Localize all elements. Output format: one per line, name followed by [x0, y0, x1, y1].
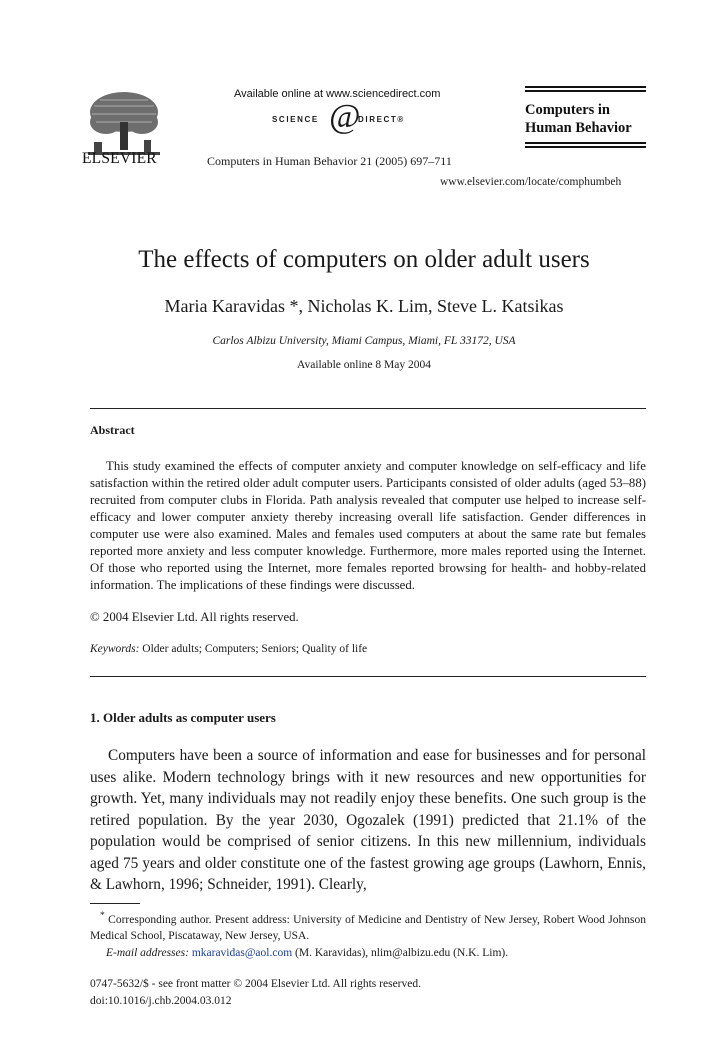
publisher-name: ELSEVIER	[82, 150, 157, 167]
availability-date: Available online 8 May 2004	[297, 359, 431, 371]
divider	[90, 408, 646, 409]
author-list: Maria Karavidas *, Nicholas K. Lim, Steve L. Katsikas	[164, 296, 564, 316]
email-addresses	[90, 945, 646, 962]
sciencedirect-left-text: SCIENCE	[272, 115, 319, 124]
abstract-text: This study examined the effects of computer anxiety and computer knowledge on self-efficacy and life satisfaction within the retired older adult computer users. Participants consisted of older adults (aged 53–88) recruited from computer clubs in Florida. Path analysis revealed that computer use helped to increase self-efficacy and lower computer anxiety thereby increasing overall life satisfaction. Gender differences in computer use were also examined. Males and females used computers at about the same rate but females reported more anxiety and less computer knowledge. Furthermore, more males reported using the Internet. Of those who reported using the Internet, more females reported browsing for health- and hobby-related information. The implications of these findings were discussed.	[90, 459, 646, 592]
email-link[interactable]: mkaravidas@aol.com	[191, 946, 293, 959]
front-matter-info	[90, 976, 421, 1009]
doi-line: doi:10.1016/j.chb.2004.03.012	[90, 994, 232, 1007]
section-text: Computers have been a source of information and ease for businesses and for personal uses alike. Modern technology brings with it new resources and new opportunities for growth. Yet, many individuals may not readily enjoy these benefits. One such group is the retired population. By the year 2030, Ogozalek (1991) predicted that 21.1% of the population would be comprised of senior citizens. In this new millennium, individuals aged 75 years and older constitute one of the fastest growing age groups (Lawhorn, Ennis, & Lawhorn, 1996; Schneider, 1991). Clearly,	[90, 747, 646, 893]
keywords-label: Keywords:	[90, 643, 140, 655]
at-sign-logo-icon: @	[329, 98, 361, 135]
email-owner: (M. Karavidas),	[295, 946, 369, 959]
abstract-heading: Abstract	[90, 423, 135, 437]
journal-title-box	[525, 86, 646, 150]
email-owner: (N.K. Lim).	[453, 946, 509, 959]
article-title: The effects of computers on older adult users	[138, 246, 590, 273]
keywords	[90, 643, 367, 655]
journal-rule	[525, 86, 646, 88]
footnote-divider	[90, 903, 140, 904]
journal-citation: Computers in Human Behavior 21 (2005) 697–711	[207, 154, 452, 168]
journal-rule	[525, 142, 646, 144]
footnote	[90, 908, 646, 961]
divider	[90, 676, 646, 677]
journal-url-link[interactable]: www.elsevier.com/locate/comphumbeh	[440, 176, 622, 188]
journal-rule	[525, 90, 646, 92]
section-heading: 1. Older adults as computer users	[90, 710, 276, 725]
copyright-notice: © 2004 Elsevier Ltd. All rights reserved.	[90, 610, 299, 624]
journal-name-line2: Human Behavior	[525, 120, 632, 136]
sciencedirect-logo	[272, 98, 420, 136]
author-affiliation: Carlos Albizu University, Miami Campus, Miami, FL 33172, USA	[212, 335, 516, 347]
journal-name	[525, 94, 646, 142]
journal-rule	[525, 146, 646, 148]
journal-name-line1: Computers in	[525, 102, 610, 118]
footnote-marker: *	[100, 910, 105, 921]
email-label: E-mail addresses:	[106, 946, 189, 959]
email-address: nlim@albizu.edu	[371, 946, 451, 959]
corresponding-author-text: Corresponding author. Present address: University of Medicine and Dentistry of New Jersey, Robert Wood Johnson Medical School, Piscataway, New Jersey, USA.	[90, 913, 647, 943]
issn-line: 0747-5632/$ - see front matter © 2004 Elsevier Ltd. All rights reserved.	[90, 978, 421, 990]
keywords-list: Older adults; Computers; Seniors; Quality of life	[142, 643, 368, 655]
sciencedirect-right-text: DIRECT®	[358, 115, 405, 124]
corresponding-author-note	[90, 908, 646, 945]
sciencedirect-availability: Available online at www.sciencedirect.com	[234, 88, 441, 100]
